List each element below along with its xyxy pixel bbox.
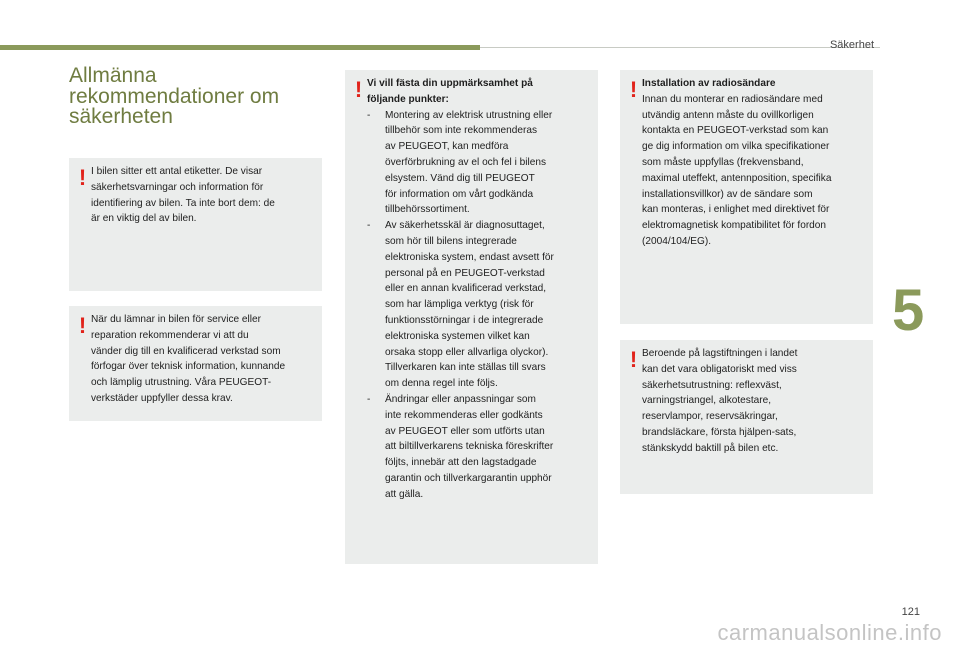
list-item: - Ändringar eller anpassningar som inte rekommenderas eller godkänts av PEUGEOT eller som utförts utan att biltillverkarens tekniska föreskrifter följts, innebär att den lagstadgade garantin och tillverkargarantin upphör att gälla.: [367, 393, 554, 500]
warning-box-radio: [620, 70, 873, 324]
warning-box-labels: [69, 158, 322, 291]
warning-icon: !: [629, 347, 638, 372]
warning-icon: !: [78, 313, 87, 338]
warning-icon: !: [354, 77, 363, 102]
warning-icon: !: [629, 77, 638, 102]
section-name: Säkerhet: [829, 39, 874, 51]
page-number: 121: [901, 606, 920, 618]
warning-box-attention: [345, 70, 598, 564]
page-title: Allmänna rekommendationer om säkerheten: [69, 64, 280, 129]
list-item: - Av säkerhetsskäl är diagnosuttaget, som hör till bilens integrerade elektroniska system, endast avsett för personal på en PEUGEOT-verkstad eller en annan kvalificerad verkstad, som har lämpliga verktyg (risk för funktionsstörningar i de integrerade elektroniska systemen vilket kan orsaka stopp eller allvarliga olyckor). Tillverkaren kan inte ställas till svars om denna regel inte följs.: [367, 220, 554, 390]
header-rule: [480, 47, 880, 48]
watermark: carmanualsonline.info: [717, 620, 942, 645]
warning-icon: !: [78, 165, 87, 190]
warning-text: När du lämnar in bilen för service eller reparation rekommenderar vi att du vänder dig till en kvalificerad verkstad som förfogar över teknisk information, kunnande och lämplig utrustning. Våra PEUGEOT- verkstäder uppfyller dessa krav.: [91, 314, 286, 404]
warning-box-legal: [620, 340, 873, 494]
header-accent-bar: [0, 45, 480, 50]
list-item: - Montering av elektrisk utrustning eller tillbehör som inte rekommenderas av PEUGEOT, kan medföra överförbrukning av el och fel i bilens elsystem. Vänd dig till PEUGEOT för information om vårt godkända tillbehörssortiment.: [367, 109, 553, 216]
warning-text: Vi vill fästa din uppmärksamhet på följande punkter: - Montering av elektrisk utrustning eller tillbehör som inte rekommenderas av PEUGEOT, kan medföra överförbrukning av el och fel i bilens elsystem. Vänd dig till PEUGEOT för information om vårt godkända tillbehörssortiment. - Av säkerhetsskäl är diagnosuttaget, som hör till bilens integrerade elektroniska system, endast avsett för personal på en PEUGEOT-verkstad eller en annan kvalificerad verkstad, som har lämpliga verktyg (risk för funktionsstörningar i de integrerade elektroniska systemen vilket kan orsaka stopp eller allvarliga olyckor). Tillverkaren kan inte ställas till svars om denna regel inte följs. - Ändringar eller anpassningar som inte rekommenderas eller godkänts av PEUGEOT eller som utförts utan att biltillverkarens tekniska föreskrifter följts, innebär att den lagstadgade garantin och tillverkargarantin upphör att gälla.: [367, 76, 592, 503]
warning-text: Beroende på lagstiftningen i landet kan det vara obligatoriskt med viss säkerhetsutrustning: reflexväst, varningstriangel, alkotestare, reservlampor, reservsäkringar, brandsläckare, första hjälpen-sats, stänkskydd baktill på bilen etc.: [642, 348, 798, 454]
warning-box-service: [69, 306, 322, 421]
warning-text: Installation av radiosändare Innan du monterar en radiosändare med utvändig antenn måste du ovillkorligen kontakta en PEUGEOT-verkstad som kan ge dig information om vilka specifikationer som måste uppfyllas (frekvensband, maximal uteffekt, antennposition, specifika installationsvillkor) av de sändare som kan monteras, i enlighet med direktivet för elektromagnetisk kompatibilitet för fordon (2004/104/EG).: [642, 78, 832, 247]
chapter-number: 5: [892, 278, 925, 343]
warning-text: I bilen sitter ett antal etiketter. De visar säkerhetsvarningar och information för identifiering av bilen. Ta inte bort dem: de är en viktig del av bilen.: [91, 166, 275, 225]
